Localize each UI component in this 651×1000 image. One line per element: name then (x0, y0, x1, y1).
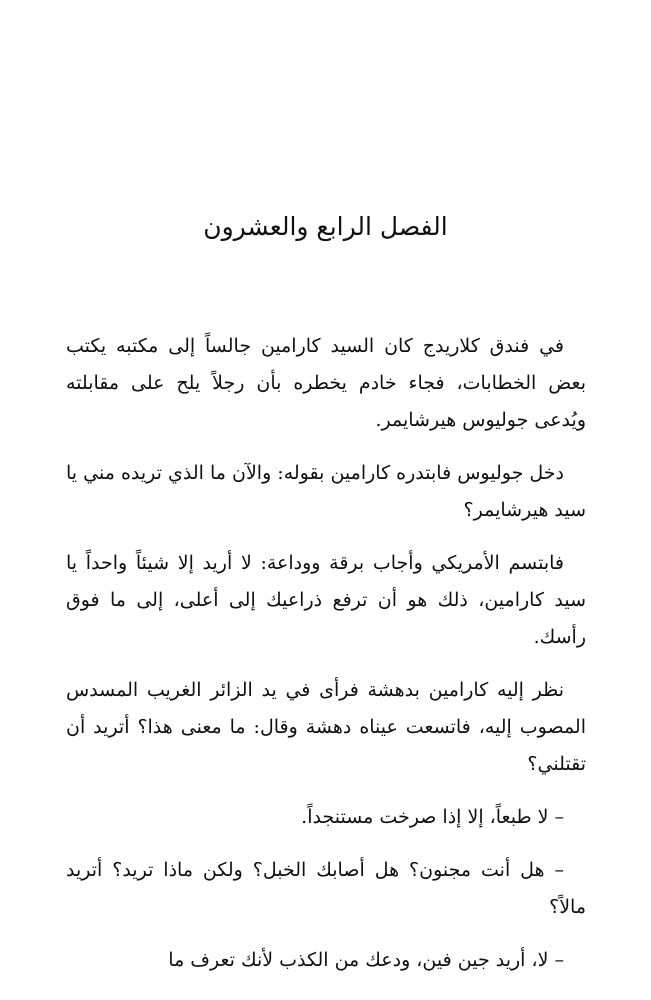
dialogue-line-2: – هل أنت مجنون؟ هل أصابك الخبل؟ ولكن ماذا تريد؟ أتريد مالاً؟ (66, 859, 586, 918)
paragraph-2: دخل جوليوس فابتدره كارامين بقوله: والآن ما الذي تريده مني يا سيد هيرشايمر؟ (66, 462, 586, 521)
chapter-title: الفصل الرابع والعشرون (203, 212, 448, 241)
paragraph-4: نظر إليه كارامين بدهشة فرأى في يد الزائر الغريب المسدس المصوب إليه، فاتسعت عيناه دهشة وقال: ما معنى هذا؟ أتريد أن تقتلني؟ (66, 679, 586, 775)
dialogue-line-1: – لا طبعاً، إلا إذا صرخت مستنجداً. (301, 806, 564, 828)
paragraph-3: فابتسم الأمريكي وأجاب برقة ووداعة: لا أريد إلا شيئاً واحداً يا سيد كارامين، ذلك هو أن ترفع ذراعيك إلى أعلى، إلى ما فوق رأسك. (66, 552, 586, 648)
dialogue-line-3: – لا، أريد جين فين، ودعك من الكذب لأنك تعرف ما (168, 949, 564, 971)
chapter-body (66, 328, 586, 995)
paragraph-1: في فندق كلاريدج كان السيد كارامين جالساً إلى مكتبه يكتب بعض الخطابات، فجاء خادم يخطره بأن رجلاً يلح على مقابلته ويُدعى جوليوس هيرشايمر. (66, 335, 586, 431)
